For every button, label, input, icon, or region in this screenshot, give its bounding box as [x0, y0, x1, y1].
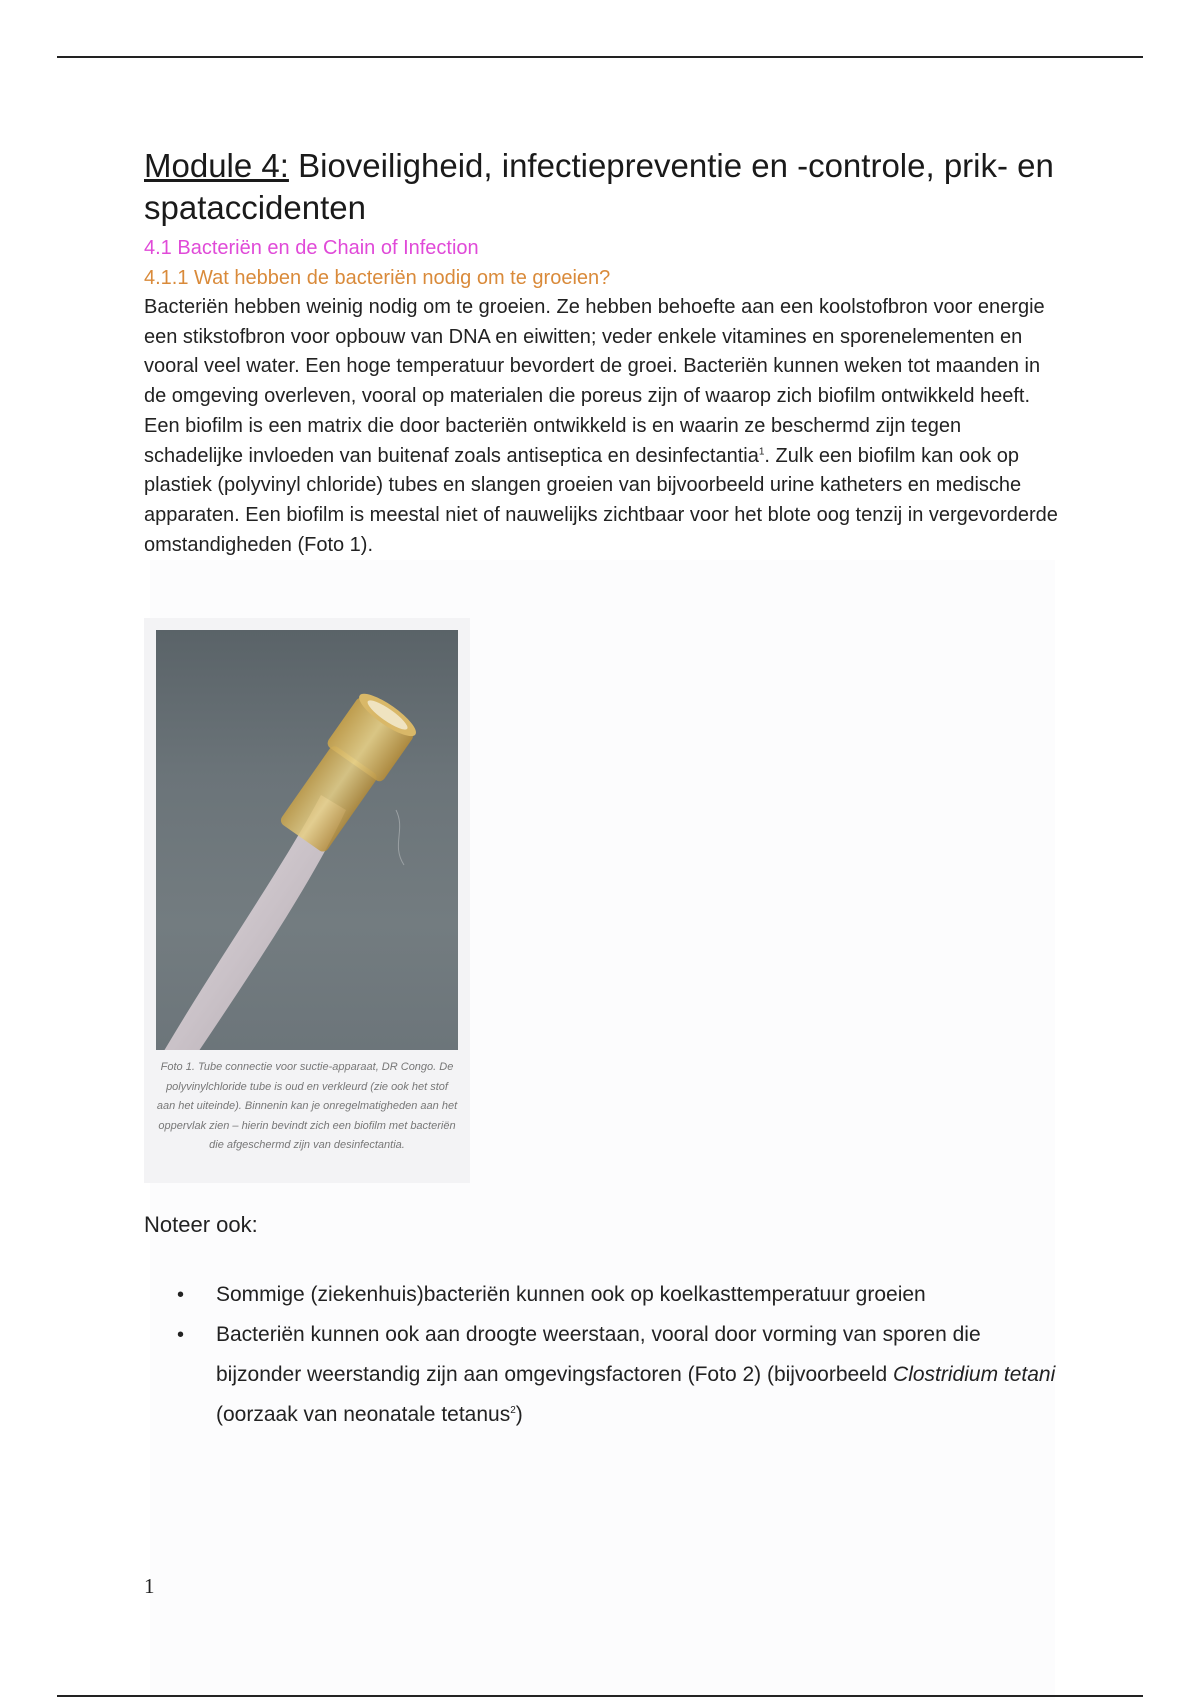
bullet-icon: • [177, 1324, 185, 1346]
footer-rule [57, 1695, 1143, 1697]
list-item [144, 1315, 1064, 1435]
module-label: Module 4: [144, 147, 289, 184]
list-item-text-continued: (oorzaak van neonatale tetanus [216, 1403, 511, 1426]
body-text-part1: Bacteriën hebben weinig nodig om te groeien. Ze hebben behoefte aan een koolstofbron voor energie een stikstofbron voor opbouw van DNA en eiwitten; veder enkele vitamines en sporenelementen en vooral veel water. Een hoge temperatuur bevordert de groei. Bacteriën kunnen weken tot maanden in de omgeving overleven, vooral op materialen die poreus zijn of waarop zich biofilm ontwikkeld heeft. Een biofilm is een matrix die door bacteriën ontwikkeld is en waarin ze beschermd zijn tegen schadelijke invloeden van buitenaf zoals antiseptica en desinfectantia [144, 296, 1045, 467]
list-item-text: Sommige (ziekenhuis)bacteriën kunnen ook op koelkasttemperatuur groeien [216, 1283, 926, 1306]
species-name: Clostridium tetani [893, 1363, 1056, 1386]
section-heading: 4.1 Bacteriën en de Chain of Infection [144, 237, 479, 259]
header-rule [57, 56, 1143, 58]
bullet-icon: • [177, 1284, 185, 1306]
list-item-text: Bacteriën kunnen ook aan droogte weerstaan, vooral door vorming van sporen die bijzonder weerstandig zijn aan omgevingsfactoren (Foto 2) (bijvoorbeeld [216, 1323, 981, 1386]
document-content [144, 145, 1064, 560]
module-title: Bioveiligheid, infectiepreventie en -controle, prik- en spataccidenten [144, 147, 1054, 226]
footnote-ref-2[interactable]: 2 [510, 1405, 516, 1416]
notes-list [144, 1275, 1064, 1435]
figure-foto-1 [144, 618, 470, 1183]
notes-label: Noteer ook: [144, 1212, 258, 1237]
page-number: 1 [144, 1574, 155, 1598]
list-item [144, 1275, 1064, 1315]
module-heading [144, 145, 1064, 229]
list-item-text-end: ) [515, 1403, 523, 1426]
figure-caption: Foto 1. Tube connectie voor suctie-apparaat, DR Congo. De polyvinylchloride tube is oud en verkleurd (zie ook het stof aan het uiteinde). Binnenin kan je onregelmatigheden aan het oppervlak zien – hierin bevindt zich een biofilm met bacteriën die afgeschermd zijn van desinfectantia. [156, 1061, 458, 1151]
tube-photo [156, 630, 458, 1050]
body-text-part2: . Zulk een biofilm kan ook op plastiek (polyvinyl chloride) tubes en slangen groeien van bijvoorbeeld urine katheters en medische apparaten. Een biofilm is meestal niet of nauwelijks zichtbaar voor het blote oog tenzij in vergevorderde omstandigheden (Foto 1). [144, 444, 1058, 556]
body-paragraph [144, 293, 1064, 560]
tube-illustration [156, 630, 458, 1050]
subsection-heading: 4.1.1 Wat hebben de bacteriën nodig om te groeien? [144, 267, 611, 289]
footnote-ref-1[interactable]: 1 [758, 445, 765, 457]
